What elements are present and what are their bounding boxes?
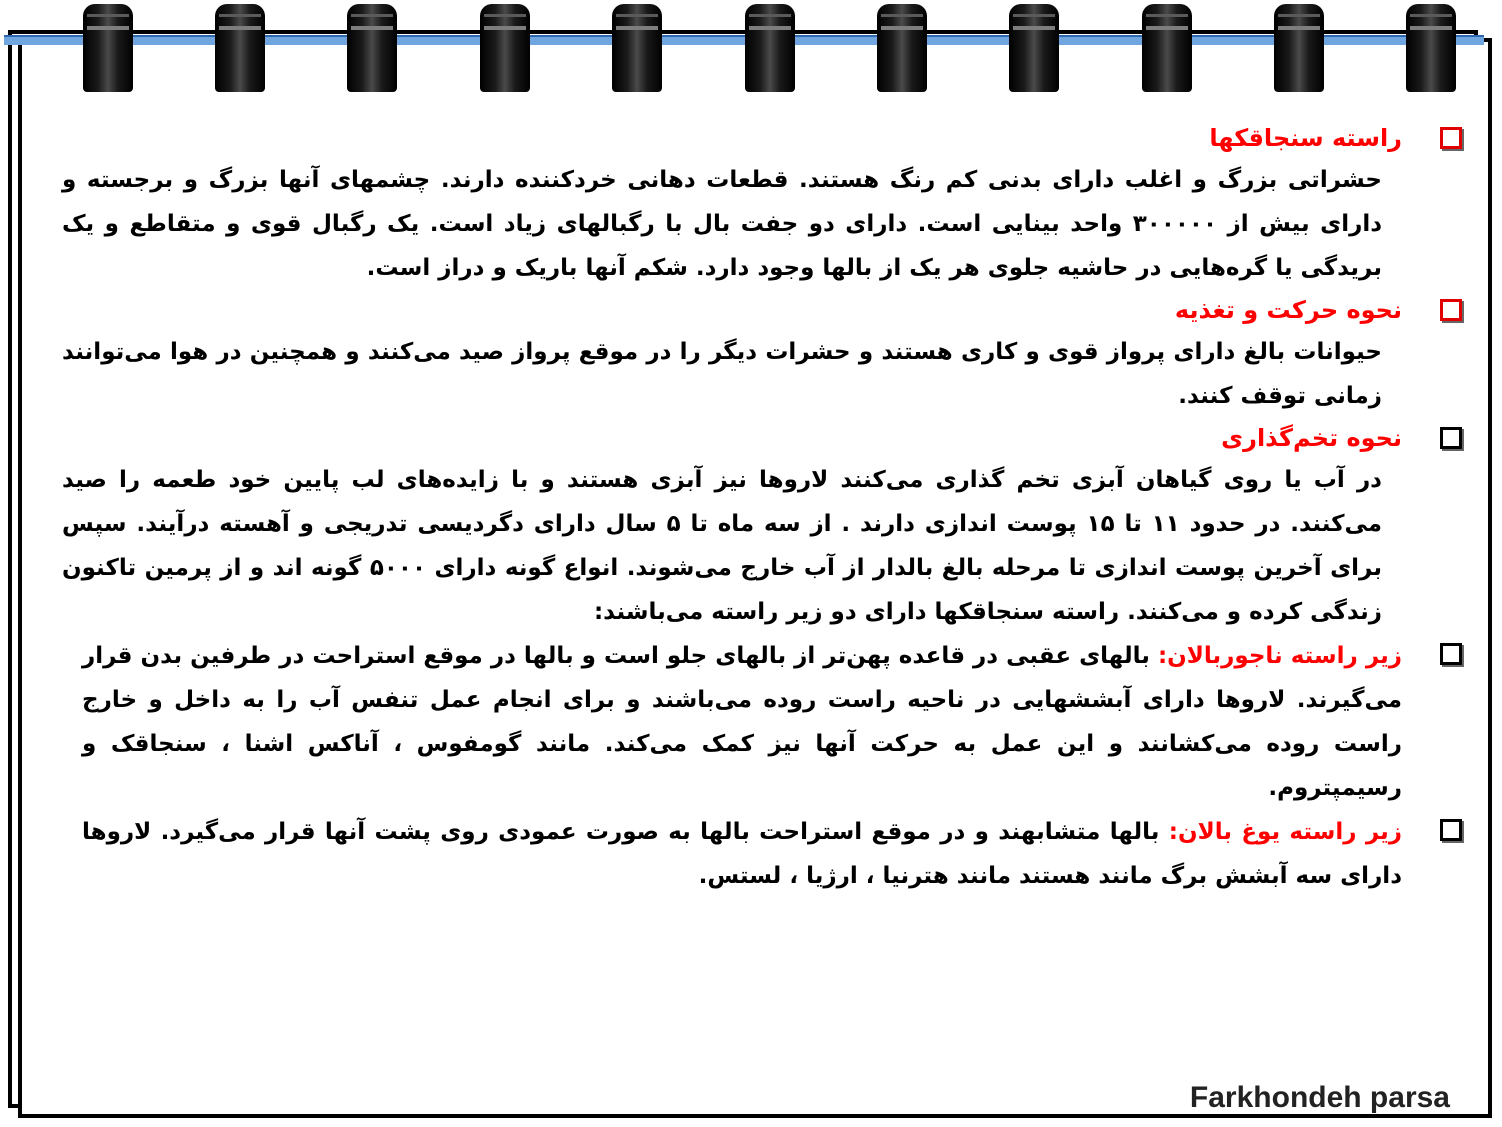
spiral-ring [612,4,662,92]
section-egg-laying [62,418,1462,634]
spiral-ring [745,4,795,92]
square-bullet-icon [1440,299,1462,321]
section-paragraph: حیوانات بالغ دارای پرواز قوی و کاری هستند و حشرات دیگر را در موقع پرواز صید می‌کنند و همچنین در هوا می‌توانند زمانی توقف کنند. [62,339,1382,409]
spiral-ring [83,4,133,92]
section-heading: زیر راسته یوغ بالان: [1168,819,1403,845]
section-heading-row [62,418,1462,458]
section-paragraph: حشراتی بزرگ و اغلب دارای بدنی کم رنگ هستند. قطعات دهانی خردکننده دارند. چشمهای آنها بزرگ و برجسته و دارای بیش از ۳۰۰۰۰۰ واحد بینایی است. دارای دو جفت بال با رگبالهای زیاد است. یک رگبال قوی و متقاطع و یک بریدگی یا گره‌هایی در حاشیه جلوی هر یک از بالها وجود دارد. شکم آنها باریک و دراز است. [62,167,1383,281]
slide-content [62,118,1462,998]
spiral-ring [347,4,397,92]
spiral-ring [1009,4,1059,92]
section-heading: نحوه حرکت و تغذیه [1174,296,1402,324]
author-signature: Farkhondeh parsa [1189,1081,1450,1114]
section-heading-row [62,290,1462,330]
section-anisoptera [62,634,1462,810]
section-zygoptera [62,810,1462,898]
spiral-ring [1142,4,1192,92]
section-heading: راسته سنجاقکها [1209,124,1402,152]
spiral-ring [1406,4,1456,92]
section-text: بالها متشابهند و در موقع استراحت بالها به صورت عمودی روی پشت آنها قرار می‌گیرد. لاروها دارای سه آبشش برگ مانند هستند مانند هترنیا ، ارژیا ، لستس. [82,819,1402,889]
section-heading: زیر راسته ناجوربالان: [1157,643,1402,669]
spiral-ring [480,4,530,92]
square-bullet-icon [1440,427,1462,449]
section-paragraph [82,634,1402,810]
section-text: بالهای عقبی در قاعده پهن‌تر از بالهای جلو است و بالها در موقع استراحت در طرفین بدن قرار می‌گیرند. لاروها دارای آبششهایی در ناحیه راست روده می‌باشند و برای انجام عمل تنفس آب را به داخل و خارج راست روده می‌کشانند و این عمل به حرکت آنها نیز کمک می‌کند. مانند گومفوس ، آناکس اشنا ، سنجاقک و رسیمپتروم. [82,643,1402,801]
square-bullet-icon [1440,127,1462,149]
square-bullet-icon [1440,819,1462,841]
section-paragraph: در آب یا روی گیاهان آبزی تخم گذاری می‌کنند لاروها نیز آبزی هستند و با زایده‌های لب پایین خود طعمه را صید می‌کنند. در حدود ۱۱ تا ۱۵ پوست اندازی دارند . از سه ماه تا ۵ سال دارای دگردیسی تدریجی و آهسته درآیند. سپس برای آخرین پوست اندازی تا مرحله بالغ بالدار از آب خارج می‌شوند. انواع گونه دارای ۵۰۰۰ گونه اند و از پرمین تاکنون زندگی کرده و می‌کنند. راسته سنجاقکها دارای دو زیر راسته می‌باشند: [62,467,1382,625]
section-heading-row [62,118,1462,158]
section-paragraph [82,810,1402,898]
section-heading: نحوه تخم‌گذاری [1221,424,1402,452]
section-movement-feeding [62,290,1462,418]
square-bullet-icon [1440,643,1462,665]
spiral-ring [877,4,927,92]
section-dragonfly-order [62,118,1462,290]
spiral-ring [215,4,265,92]
spiral-ring [1274,4,1324,92]
